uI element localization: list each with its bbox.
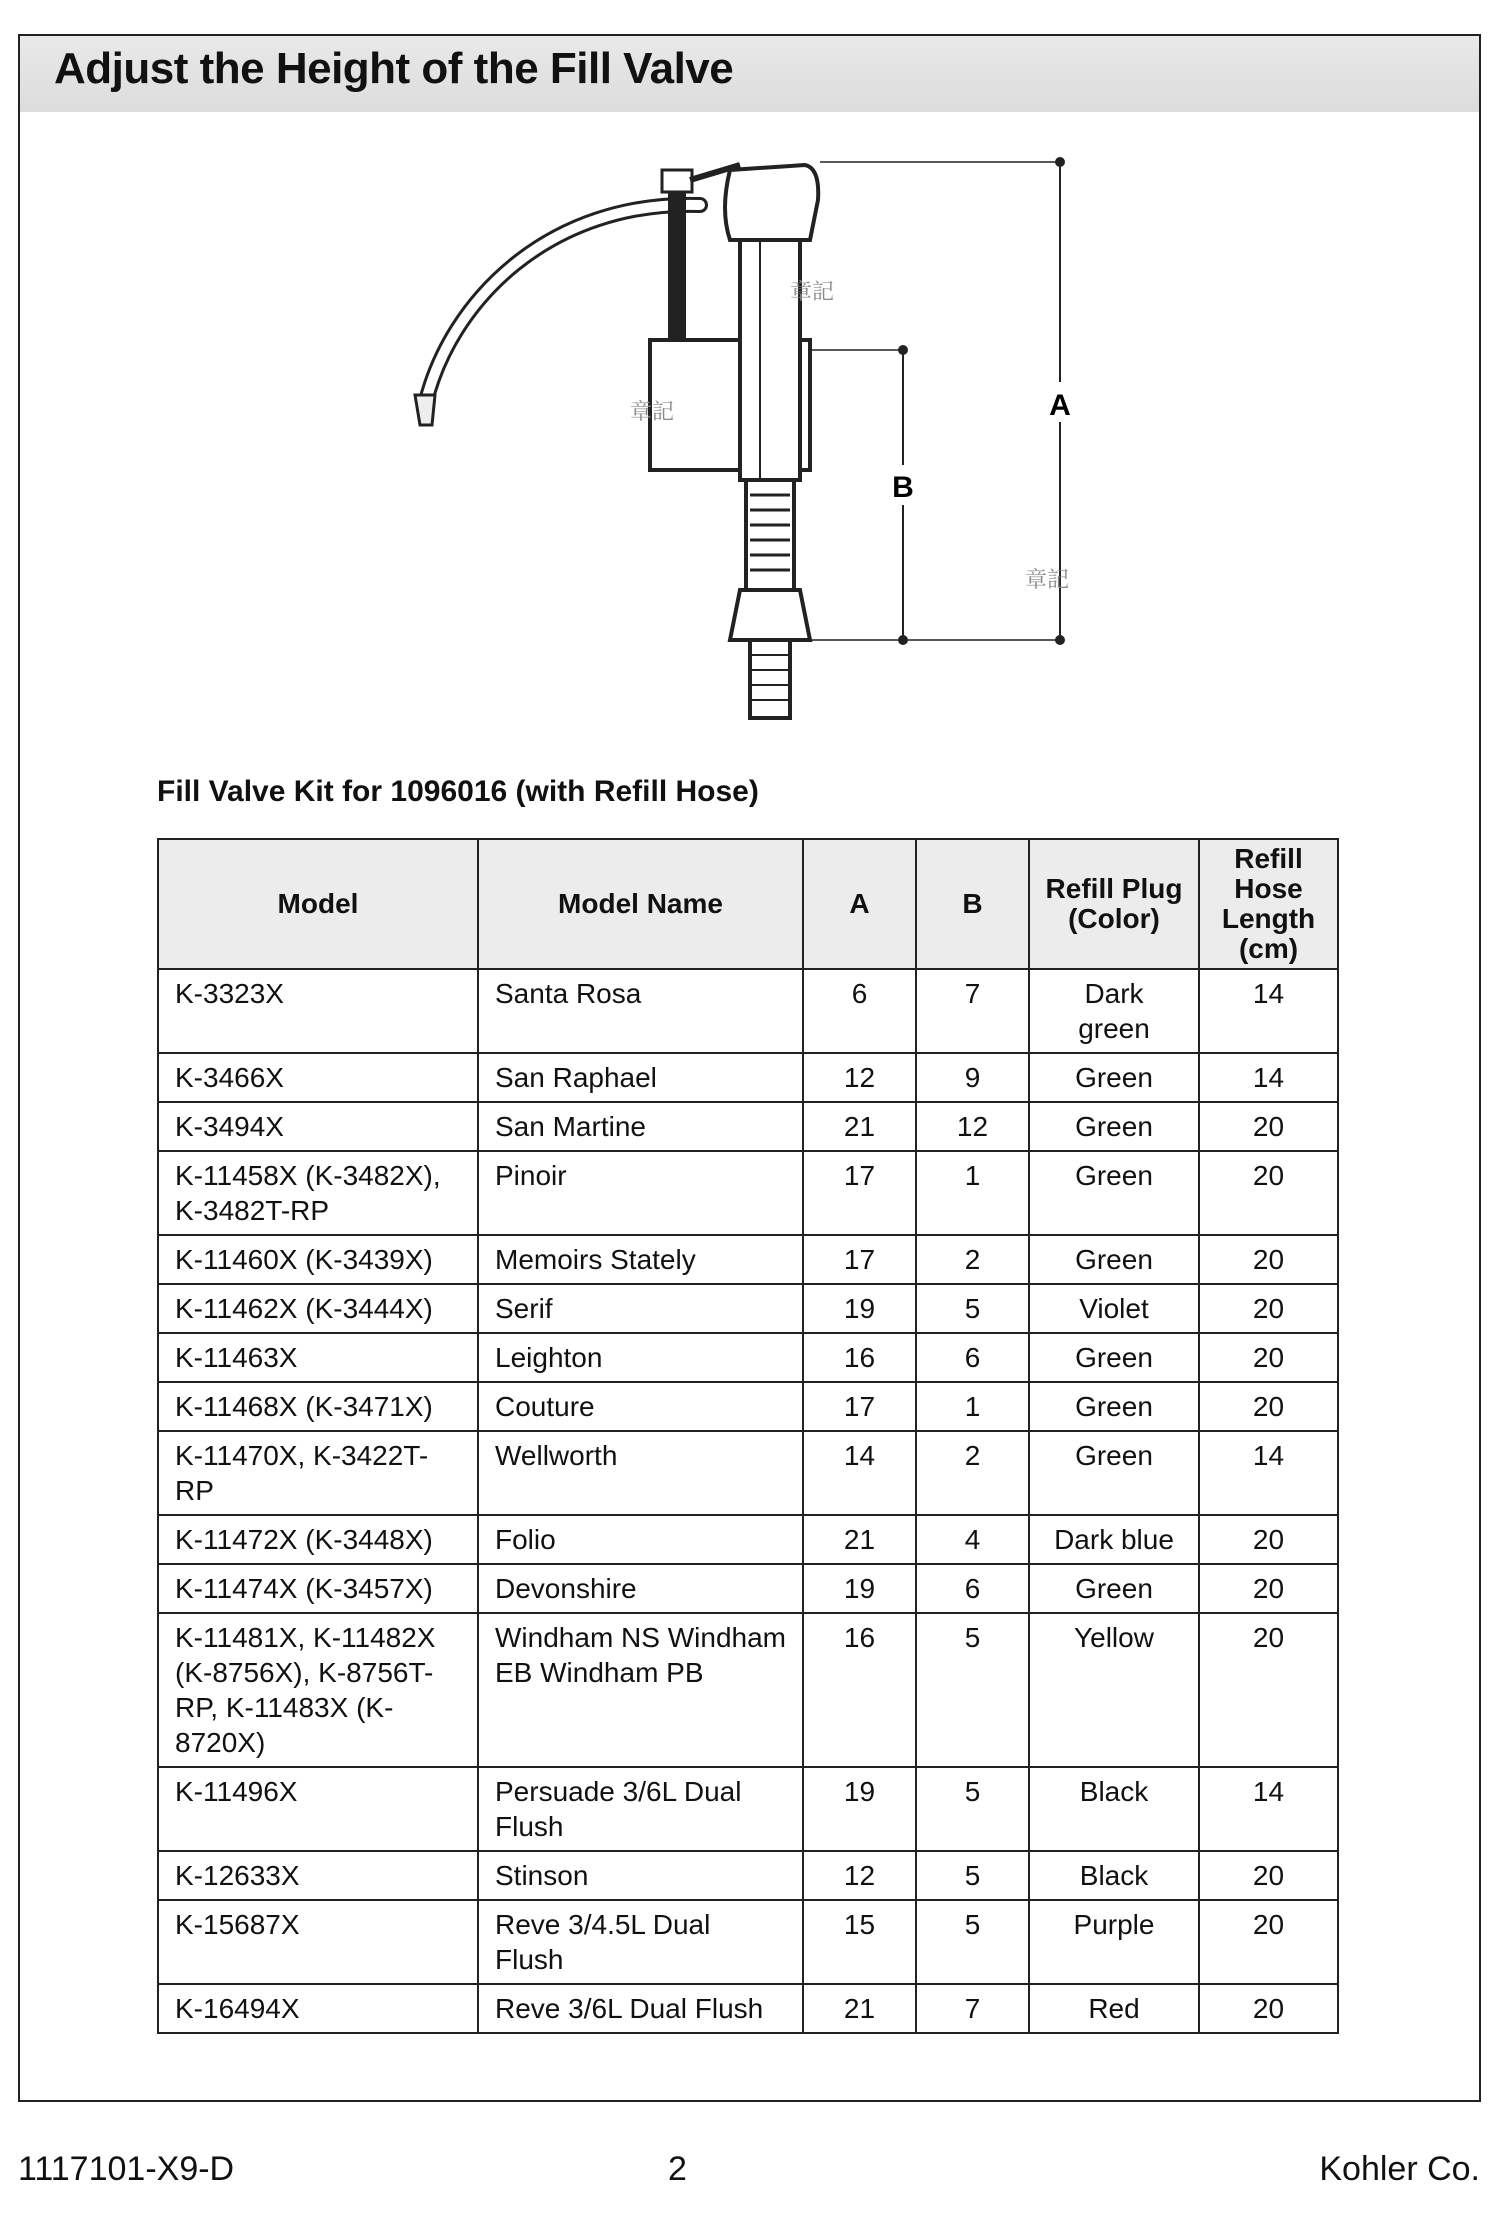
table-cell: 14 — [803, 1431, 916, 1515]
table-row — [158, 1984, 1338, 2033]
table-cell: 14 — [1199, 1767, 1338, 1851]
table-cell: Green — [1029, 1151, 1199, 1235]
table-cell: 20 — [1199, 1333, 1338, 1382]
table-cell: Green — [1029, 1102, 1199, 1151]
table-cell: K-3466X — [158, 1053, 478, 1102]
hose-clip — [415, 395, 435, 425]
base-nut — [730, 590, 810, 640]
table-row — [158, 1515, 1338, 1564]
table-cell: Green — [1029, 1235, 1199, 1284]
table-row — [158, 1767, 1338, 1851]
column-header: A — [803, 839, 916, 969]
table-cell: Green — [1029, 1333, 1199, 1382]
column-header: Model — [158, 839, 478, 969]
page-title: Adjust the Height of the Fill Valve — [54, 44, 734, 93]
table-cell: K-16494X — [158, 1984, 478, 2033]
table-cell: Violet — [1029, 1284, 1199, 1333]
table-row — [158, 1431, 1338, 1515]
table-cell: K-11496X — [158, 1767, 478, 1851]
table-cell: Pinoir — [478, 1151, 803, 1235]
table-cell: 15 — [803, 1900, 916, 1984]
table-cell: 1 — [916, 1382, 1029, 1431]
table-cell: 6 — [916, 1564, 1029, 1613]
table-cell: K-11472X (K-3448X) — [158, 1515, 478, 1564]
table-row — [158, 1564, 1338, 1613]
table-cell: 14 — [1199, 1053, 1338, 1102]
table-row — [158, 1102, 1338, 1151]
table-cell: Green — [1029, 1053, 1199, 1102]
table-cell: Purple — [1029, 1900, 1199, 1984]
dimension-a-label: A — [1049, 389, 1071, 422]
table-cell: 7 — [916, 969, 1029, 1053]
table-cell: 21 — [803, 1515, 916, 1564]
table-cell: 2 — [916, 1235, 1029, 1284]
table-cell: Santa Rosa — [478, 969, 803, 1053]
table-cell: 12 — [803, 1851, 916, 1900]
table-cell: Green — [1029, 1564, 1199, 1613]
table-cell: Leighton — [478, 1333, 803, 1382]
table-row — [158, 1151, 1338, 1235]
table-cell: 20 — [1199, 1900, 1338, 1984]
table-cell: Black — [1029, 1851, 1199, 1900]
table-cell: 1 — [916, 1151, 1029, 1235]
watermark-stamp: 章記 — [1025, 567, 1070, 592]
table-cell: K-11481X, K-11482X (K-8756X), K-8756T-RP, K-11483X (K-8720X) — [158, 1613, 478, 1767]
table-row — [158, 969, 1338, 1053]
page-number: 2 — [668, 2150, 687, 2188]
table-cell: Reve 3/4.5L Dual Flush — [478, 1900, 803, 1984]
table-cell: San Martine — [478, 1102, 803, 1151]
company-name: Kohler Co. — [1319, 2150, 1480, 2188]
table-cell: K-11458X (K-3482X), K-3482T-RP — [158, 1151, 478, 1235]
table-cell: Wellworth — [478, 1431, 803, 1515]
table-cell: 19 — [803, 1564, 916, 1613]
table-header-row — [158, 839, 1338, 969]
table-cell: 20 — [1199, 1151, 1338, 1235]
doc-number: 1117101-X9-D — [18, 2150, 235, 2188]
table-cell: 21 — [803, 1102, 916, 1151]
table-row — [158, 1053, 1338, 1102]
table-cell: K-3323X — [158, 969, 478, 1053]
table-cell: Serif — [478, 1284, 803, 1333]
column-header: Model Name — [478, 839, 803, 969]
table-cell: Folio — [478, 1515, 803, 1564]
table-cell: 20 — [1199, 1564, 1338, 1613]
table-cell: 6 — [916, 1333, 1029, 1382]
table-cell: K-11474X (K-3457X) — [158, 1564, 478, 1613]
table-cell: Yellow — [1029, 1613, 1199, 1767]
table-row — [158, 1284, 1338, 1333]
table-cell: Persuade 3/6L Dual Flush — [478, 1767, 803, 1851]
dimension-b-label: B — [892, 471, 914, 504]
table-cell: Dark green — [1029, 969, 1199, 1053]
table-row — [158, 1382, 1338, 1431]
table-cell: 20 — [1199, 1613, 1338, 1767]
table-row — [158, 1235, 1338, 1284]
table-cell: Couture — [478, 1382, 803, 1431]
table-cell: 17 — [803, 1235, 916, 1284]
table-cell: K-11462X (K-3444X) — [158, 1284, 478, 1333]
table-cell: 20 — [1199, 1382, 1338, 1431]
tail-pipe — [750, 640, 790, 718]
table-cell: 4 — [916, 1515, 1029, 1564]
table-cell: 20 — [1199, 1102, 1338, 1151]
table-cell: 12 — [803, 1053, 916, 1102]
table-cell: 17 — [803, 1151, 916, 1235]
table-cell: K-11460X (K-3439X) — [158, 1235, 478, 1284]
fill-valve-diagram — [400, 140, 1100, 730]
table-cell: Stinson — [478, 1851, 803, 1900]
table-cell: 2 — [916, 1431, 1029, 1515]
kit-title: Fill Valve Kit for 1096016 (with Refill Hose) — [157, 775, 759, 808]
table-cell: Devonshire — [478, 1564, 803, 1613]
table-cell: 12 — [916, 1102, 1029, 1151]
column-header: Refill Plug (Color) — [1029, 839, 1199, 969]
table-cell: 5 — [916, 1613, 1029, 1767]
table-body — [158, 969, 1338, 2033]
table-cell: K-3494X — [158, 1102, 478, 1151]
table-cell: 20 — [1199, 1515, 1338, 1564]
fill-valve-kit-table — [157, 838, 1339, 2034]
table-row — [158, 1333, 1338, 1382]
watermark-stamp: 章記 — [630, 399, 675, 424]
table-cell: 19 — [803, 1284, 916, 1333]
table-cell: 16 — [803, 1613, 916, 1767]
table-cell: 19 — [803, 1767, 916, 1851]
table-cell: 6 — [803, 969, 916, 1053]
table-row — [158, 1613, 1338, 1767]
table-cell: K-11470X, K-3422T-RP — [158, 1431, 478, 1515]
table-row — [158, 1900, 1338, 1984]
table-cell: 20 — [1199, 1284, 1338, 1333]
table-cell: Black — [1029, 1767, 1199, 1851]
table-cell: 5 — [916, 1284, 1029, 1333]
table-cell: 14 — [1199, 1431, 1338, 1515]
table-cell: 9 — [916, 1053, 1029, 1102]
table-cell: 21 — [803, 1984, 916, 2033]
table-cell: 5 — [916, 1767, 1029, 1851]
table-cell: Red — [1029, 1984, 1199, 2033]
table-cell: Reve 3/6L Dual Flush — [478, 1984, 803, 2033]
table-cell: 7 — [916, 1984, 1029, 2033]
table-cell: Windham NS Windham EB Windham PB — [478, 1613, 803, 1767]
watermark-stamp: 章記 — [790, 279, 835, 304]
table-cell: 17 — [803, 1382, 916, 1431]
table-cell: 20 — [1199, 1235, 1338, 1284]
column-header: B — [916, 839, 1029, 969]
table-cell: Green — [1029, 1431, 1199, 1515]
table-cell: Memoirs Stately — [478, 1235, 803, 1284]
table-cell: San Raphael — [478, 1053, 803, 1102]
table-cell: 16 — [803, 1333, 916, 1382]
table-cell: K-11463X — [158, 1333, 478, 1382]
table-cell: K-11468X (K-3471X) — [158, 1382, 478, 1431]
table-row — [158, 1851, 1338, 1900]
table-cell: Green — [1029, 1382, 1199, 1431]
table-cell: 20 — [1199, 1851, 1338, 1900]
column-header: Refill Hose Length (cm) — [1199, 839, 1338, 969]
table-cell: 14 — [1199, 969, 1338, 1053]
valve-cap — [725, 165, 818, 240]
table-cell: K-15687X — [158, 1900, 478, 1984]
table-cell: 5 — [916, 1900, 1029, 1984]
table-cell: 5 — [916, 1851, 1029, 1900]
table-cell: 20 — [1199, 1984, 1338, 2033]
table-cell: K-12633X — [158, 1851, 478, 1900]
table-cell: Dark blue — [1029, 1515, 1199, 1564]
